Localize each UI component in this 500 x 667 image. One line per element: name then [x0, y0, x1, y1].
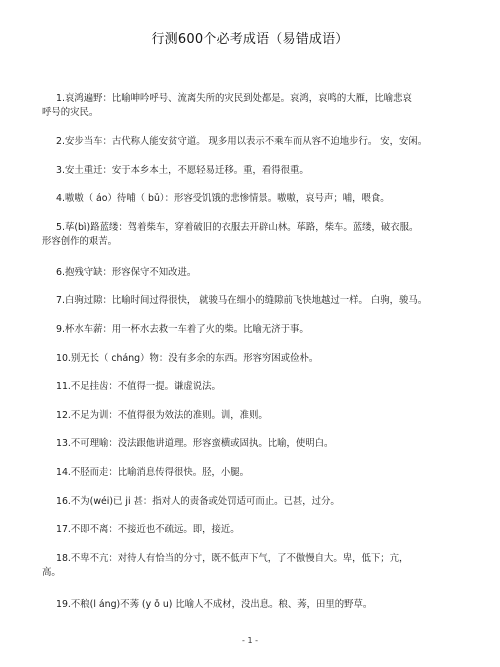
entry-17 [56, 523, 466, 537]
entry-text: 18.不卑不亢：对待人有恰当的分寸，既不低声下气，了不傲慢自大。卑，低下；亢， [56, 553, 409, 564]
entry-continuation: 呼号的灾民。 [42, 107, 99, 118]
entry-2 [56, 135, 466, 149]
entry-16 [56, 495, 466, 509]
entry-text: 5.荜(bì)路蓝缕：驾着柴车，穿着破旧的衣服去开辟山林。荜路，柴车。蓝缕，破衣服。 [56, 222, 419, 233]
entry-text: 14.不胫而走：比喻消息传得很快。胫，小腿。 [56, 467, 250, 478]
entry-text: 2.安步当车：古代称人能安贫守道。 现多用以表示不乘车而从容不迫地步行。 安，安闲。 [56, 136, 428, 147]
entry-text: 13.不可理喻：没法跟他讲道理。形容蛮横或固执。比喻，使明白。 [56, 438, 334, 449]
entry-18 [42, 552, 466, 580]
page-title: 行测600个必考成语（易错成语） [151, 32, 349, 47]
entry-text: 1.哀鸿遍野：比喻呻吟呼号、流离失所的灾民到处都是。哀鸿，哀鸣的大雁，比喻悲哀 [56, 93, 412, 104]
entry-text: 9.杯水车薪：用一杯水去救一车着了火的柴。比喻无济于事。 [56, 324, 309, 335]
entry-text: 12.不足为训：不值得很为效法的准则。训，准则。 [56, 410, 268, 421]
entry-14 [56, 466, 466, 480]
entry-1 [42, 92, 466, 120]
entry-text: 19.不稂(l áng)不莠 (y ǒ u) 比喻人不成材，没出息。稂、莠，田里的野草。 [56, 599, 373, 610]
entry-11 [56, 380, 466, 394]
entry-3 [56, 164, 466, 178]
entry-9 [56, 323, 466, 337]
entry-text: 4.嗷嗷（ áo）待哺（ bǔ）：形容受饥饿的悲惨情景。嗷嗷，哀号声；哺，喂食。 [56, 193, 390, 204]
entry-continuation: 高。 [42, 567, 61, 578]
page-number: - 1 - [242, 636, 258, 645]
entry-4 [56, 192, 466, 206]
entry-text: 11.不足挂齿：不值得一提。谦虚说法。 [56, 381, 221, 392]
entry-text: 16.不为(wéi)已 ji 甚：指对人的责备或处罚适可而止。已甚，过分。 [56, 496, 340, 507]
entry-text: 7.白驹过隙：比喻时间过得很快， 就骏马在细小的缝隙前飞快地越过一样。 白驹，骏马。 [56, 295, 428, 306]
entry-6 [56, 266, 466, 280]
entry-12 [56, 409, 466, 423]
entry-19 [56, 598, 466, 612]
entry-13 [56, 437, 466, 451]
entry-5 [42, 221, 466, 249]
entry-text: 10.别无长（ cháng）物：没有多余的东西。形容穷困或俭朴。 [56, 353, 319, 364]
entry-text: 3.安土重迁：安于本乡本土，不愿轻易迁移。重，看得很重。 [56, 165, 309, 176]
entry-10 [56, 352, 466, 366]
entry-7 [56, 294, 466, 308]
entry-text: 6.抱残守缺：形容保守不知改进。 [56, 267, 197, 278]
entry-text: 17.不即不离：不接近也不疏远。即，接近。 [56, 524, 240, 535]
entry-continuation: 形容创作的艰苦。 [42, 236, 118, 247]
